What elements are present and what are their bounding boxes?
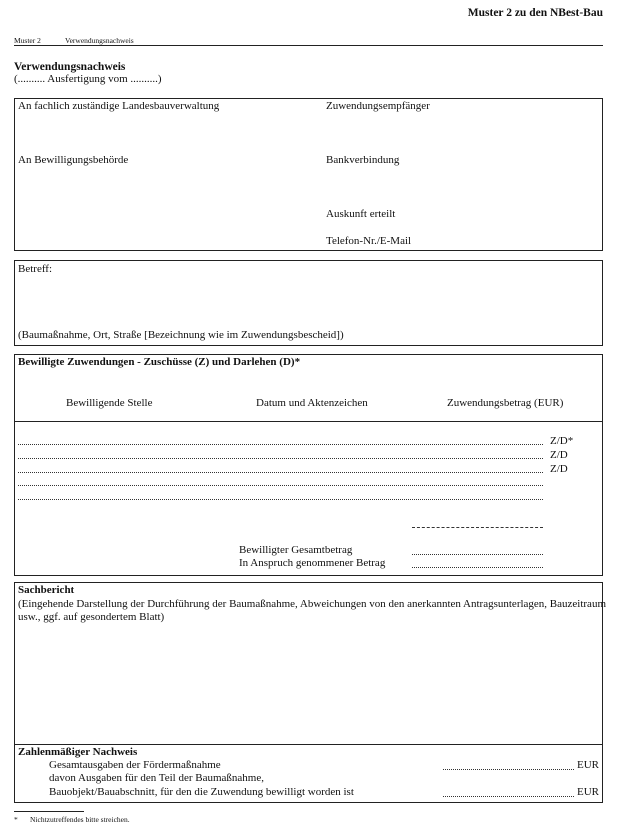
header-form-label: Muster 2 <box>14 36 41 45</box>
page-title: Verwendungsnachweis <box>14 61 126 73</box>
col-header-betrag: Zuwendungsbetrag (EUR) <box>447 397 564 409</box>
zuwendung-row-2[interactable] <box>18 458 543 459</box>
gesamtbetrag-field[interactable] <box>412 554 543 555</box>
row-3-type-mark[interactable]: Z/D <box>550 463 568 475</box>
header-rule <box>14 45 603 46</box>
sum-rule <box>412 527 543 528</box>
sachbericht-instruction-1: (Eingehende Darstellung der Durchführung der Baumaßnahme, Abweichungen von den anerkannten Antragsunterlagen, Bauzeitraum <box>18 598 606 610</box>
zuwendung-row-4[interactable] <box>18 485 543 486</box>
footnote-star: * <box>14 815 18 824</box>
betreff-label: Betreff: <box>18 263 53 275</box>
header-form-subject: Verwendungsnachweis <box>65 36 134 45</box>
landesbauverwaltung-field[interactable]: An fachlich zuständige Landesbauverwaltung <box>18 100 220 112</box>
form-number-title: Muster 2 zu den NBest-Bau <box>467 7 603 19</box>
row-1-type-mark[interactable]: Z/D* <box>550 435 574 447</box>
col-header-stelle: Bewilligende Stelle <box>66 397 153 409</box>
currency-eur-1: EUR <box>577 759 599 771</box>
gesamtausgaben-field[interactable] <box>443 769 574 770</box>
auskunft-field[interactable]: Auskunft erteilt <box>326 208 396 220</box>
zuwendungen-heading: Bewilligte Zuwendungen - Zuschüsse (Z) und Darlehen (D)* <box>18 356 301 368</box>
currency-eur-2: EUR <box>577 786 599 798</box>
anspruch-label: In Anspruch genommener Betrag <box>239 557 386 569</box>
zuwendung-row-1[interactable] <box>18 444 543 445</box>
footnote-rule <box>14 811 84 812</box>
teilausgaben-label-1: davon Ausgaben für den Teil der Baumaßnahme, <box>49 772 264 784</box>
zuwendungen-box <box>14 354 603 576</box>
zuwendung-row-3[interactable] <box>18 472 543 473</box>
sachbericht-instruction-2: usw., ggf. auf gesondertem Blatt) <box>18 611 165 623</box>
copy-date-field[interactable]: (.......... Ausfertigung vom ..........) <box>14 73 162 85</box>
teilausgaben-label-2: Bauobjekt/Bauabschnitt, für den die Zuwendung bewilligt worden ist <box>49 786 354 798</box>
telefon-email-field[interactable]: Telefon-Nr./E-Mail <box>326 235 412 247</box>
address-box <box>14 98 603 251</box>
footnote-text: Nichtzutreffendes bitte streichen. <box>30 815 130 824</box>
zuwendung-row-5[interactable] <box>18 499 543 500</box>
anspruch-field[interactable] <box>412 567 543 568</box>
col-header-datum: Datum und Aktenzeichen <box>256 397 368 409</box>
table-header-rule <box>14 421 603 422</box>
empfaenger-field[interactable]: Zuwendungsempfänger <box>326 100 430 112</box>
sachbericht-heading: Sachbericht <box>18 584 75 596</box>
zahlen-heading: Zahlenmäßiger Nachweis <box>18 746 138 758</box>
zahlen-divider <box>14 744 603 745</box>
row-2-type-mark[interactable]: Z/D <box>550 449 568 461</box>
betreff-note: (Baumaßnahme, Ort, Straße [Bezeichnung wie im Zuwendungsbescheid]) <box>18 329 344 341</box>
teilausgaben-field[interactable] <box>443 796 574 797</box>
gesamtbetrag-label: Bewilligter Gesamtbetrag <box>239 544 353 556</box>
bankverbindung-field[interactable]: Bankverbindung <box>326 154 400 166</box>
bewilligungsbehoerde-field[interactable]: An Bewilligungsbehörde <box>18 154 129 166</box>
gesamtausgaben-label: Gesamtausgaben der Fördermaßnahme <box>49 759 221 771</box>
